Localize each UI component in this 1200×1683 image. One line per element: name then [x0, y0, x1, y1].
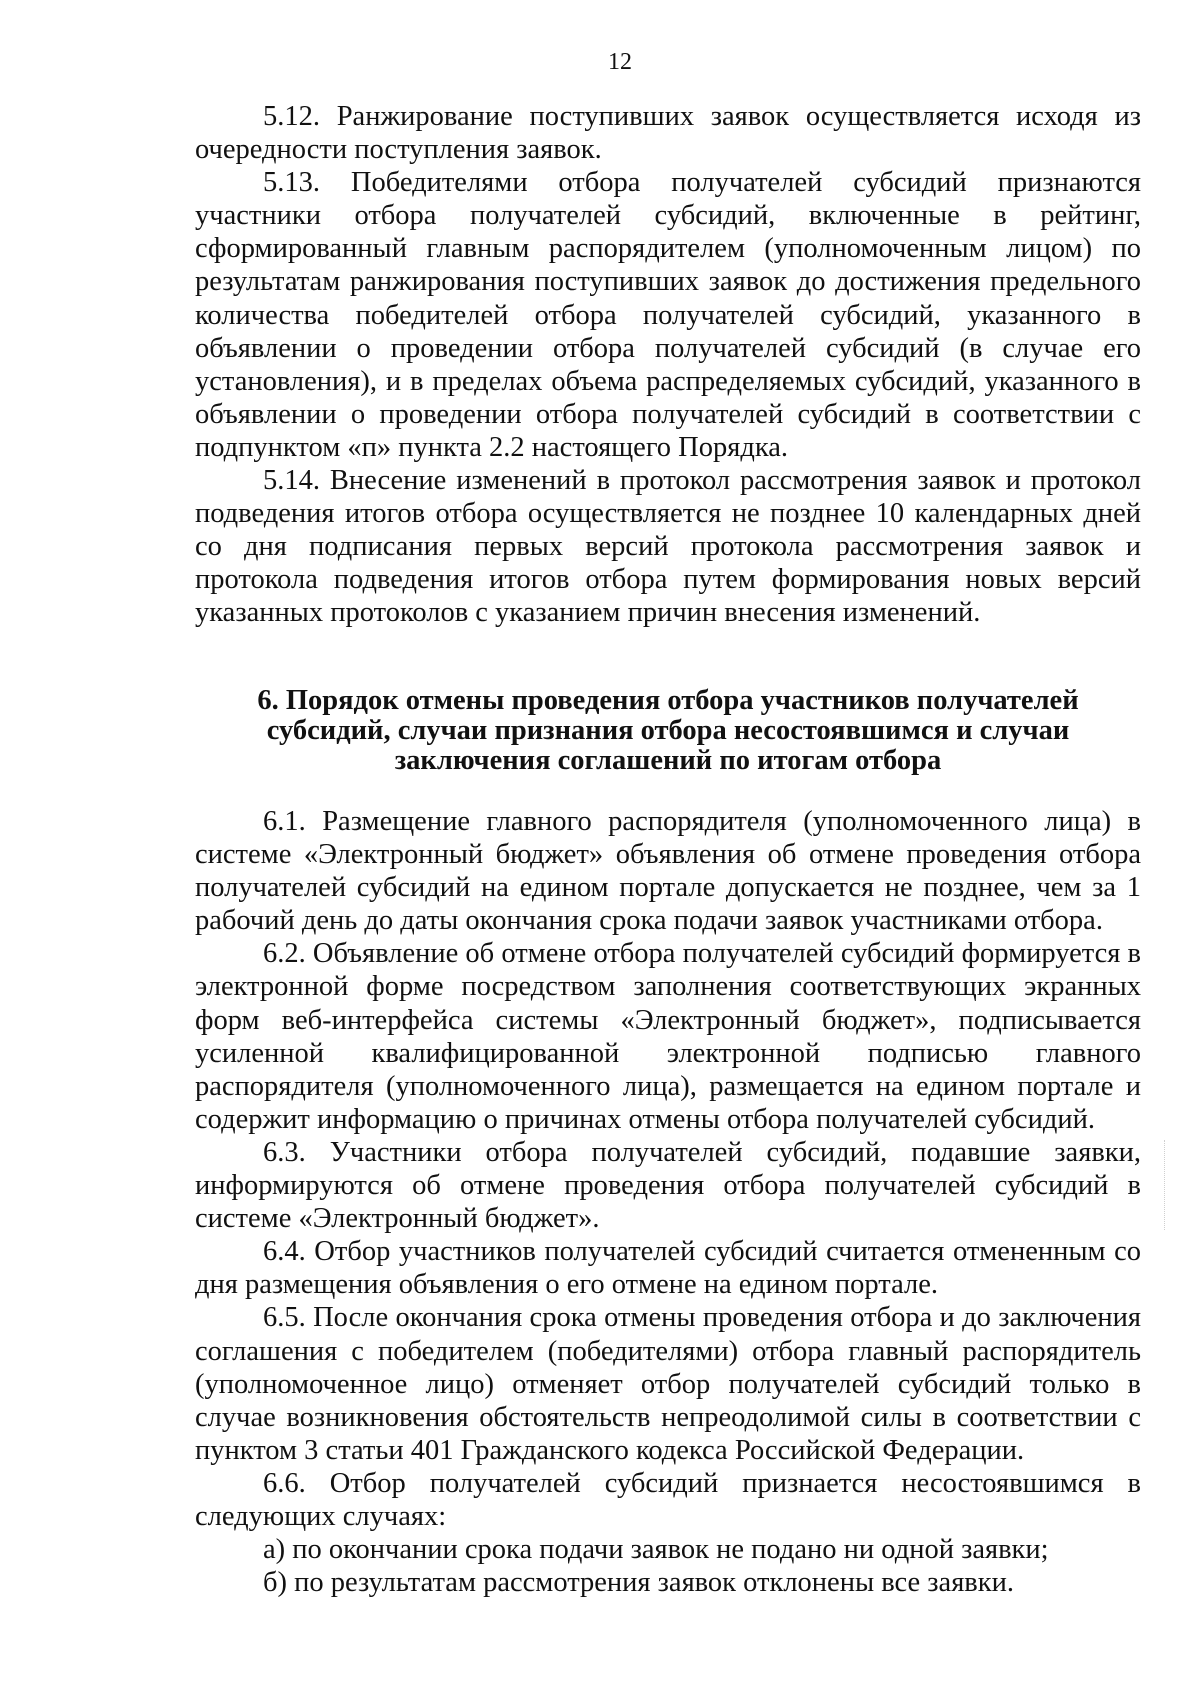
list-item-a: а) по окончании срока подачи заявок не подано ни одной заявки;	[263, 1534, 1049, 1566]
section-6-text	[195, 805, 1141, 1599]
paragraph-5-14: 5.14. Внесение изменений в протокол рассмотрения заявок и протокол подведения итогов отбора осуществляется не позднее 10 календарных дней со дня подписания первых версий протокола рассмотрения заявок и протокола подведения итогов отбора путем формирования новых версий указанных протоколов с указанием причин внесения изменений.	[195, 465, 1141, 629]
list-item-b: б) по результатам рассмотрения заявок отклонены все заявки.	[263, 1567, 1014, 1599]
page-number: 12	[608, 49, 632, 75]
paragraph-5-12: 5.12. Ранжирование поступивших заявок осуществляется исходя из очередности поступления заявок.	[195, 101, 1141, 166]
heading-line: 6. Порядок отмены проведения отбора участников получателей	[257, 685, 1079, 716]
paragraph-6-3: 6.3. Участники отбора получателей субсидий, подавшие заявки, информируются об отмене проведения отбора получателей субсидий в системе «Электронный бюджет».	[195, 1136, 1141, 1235]
paragraph-5-13: 5.13. Победителями отбора получателей субсидий признаются участники отбора получателей субсидий, включенные в рейтинг, сформированный главным распорядителем (уполномоченным лицом) по результатам ранжирования поступивших заявок до достижения предельного количества победителей отбора получателей субсидий, указанного в объявлении о проведении отбора получателей субсидий (в случае его установления), и в пределах объема распределяемых субсидий, указанного в объявлении о проведении отбора получателей субсидий в соответствии с подпунктом «п» пункта 2.2 настоящего Порядка.	[195, 167, 1141, 463]
paragraph-6-6: 6.6. Отбор получателей субсидий признается несостоявшимся в следующих случаях:	[195, 1467, 1141, 1532]
heading-line: заключения соглашений по итогам отбора	[394, 745, 942, 776]
section-5-text	[195, 100, 1141, 630]
paragraph-6-5: 6.5. После окончания срока отмены проведения отбора и до заключения соглашения с победителем (победителями) отбора главный распорядитель (уполномоченное лицо) отменяет отбор получателей субсидий только в случае возникновения обстоятельств непреодолимой силы в соответствии с пунктом 3 статьи 401 Гражданского кодекса Российской Федерации.	[195, 1302, 1141, 1466]
scan-edge-mark	[1164, 1140, 1166, 1230]
paragraph-6-2: 6.2. Объявление об отмене отбора получателей субсидий формируется в электронной форме посредством заполнения соответствующих экранных форм веб-интерфейса системы «Электронный бюджет», подписывается усиленной квалифицированной электронной подписью главного распорядителя (уполномоченного лица), размещается на едином портале и содержит информацию о причинах отмены отбора получателей субсидий.	[195, 938, 1141, 1135]
paragraph-6-4: 6.4. Отбор участников получателей субсидий считается отмененным со дня размещения объявления о его отмене на едином портале.	[195, 1236, 1141, 1301]
paragraph-6-1: 6.1. Размещение главного распорядителя (уполномоченного лица) в системе «Электронный бюджет» объявления об отмене проведения отбора получателей субсидий на едином портале допускается не позднее, чем за 1 рабочий день до даты окончания срока подачи заявок участниками отбора.	[195, 806, 1141, 937]
section-6-heading	[195, 686, 1141, 776]
heading-line: субсидий, случаи признания отбора несостоявшимся и случаи	[266, 715, 1070, 746]
